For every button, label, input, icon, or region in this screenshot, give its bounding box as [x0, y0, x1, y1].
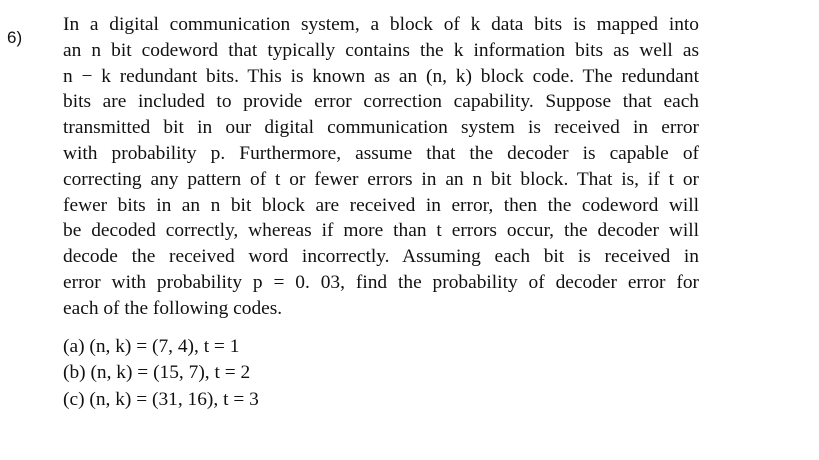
statement-line: correcting any pattern of t or fewer errors in an n bit block. That is, if t or	[63, 168, 699, 190]
problem-statement	[63, 12, 699, 322]
statement-line: fewer bits in an n bit block are received in error, then the codeword will	[63, 194, 699, 216]
statement-line: transmitted bit in our digital communication system is received in error	[63, 117, 699, 139]
statement-line: each of the following codes.	[63, 297, 283, 319]
statement-line: with probability p. Furthermore, assume that the decoder is capable of	[63, 142, 699, 164]
statement-line: bits are included to provide error correction capability. Suppose that each	[63, 91, 699, 113]
statement-line: n − k redundant bits. This is known as an (n, k) block code. The redundant	[63, 65, 699, 87]
part-b: (b) (n, k) = (15, 7), t = 2	[63, 362, 251, 384]
statement-line: an n bit codeword that typically contains the k information bits as well as	[63, 39, 699, 61]
part-a: (a) (n, k) = (7, 4), t = 1	[63, 336, 240, 357]
part-c: (c) (n, k) = (31, 16), t = 3	[63, 388, 259, 410]
statement-line: In a digital communication system, a block of k data bits is mapped into	[63, 14, 699, 35]
statement-line: decode the received word incorrectly. Assuming each bit is received in	[63, 246, 699, 268]
statement-line: error with probability p = 0. 03, find the probability of decoder error for	[63, 271, 699, 293]
problem-parts	[63, 334, 259, 413]
statement-line: be decoded correctly, whereas if more than t errors occur, the decoder will	[63, 220, 699, 242]
problem-number: 6)	[7, 28, 23, 47]
